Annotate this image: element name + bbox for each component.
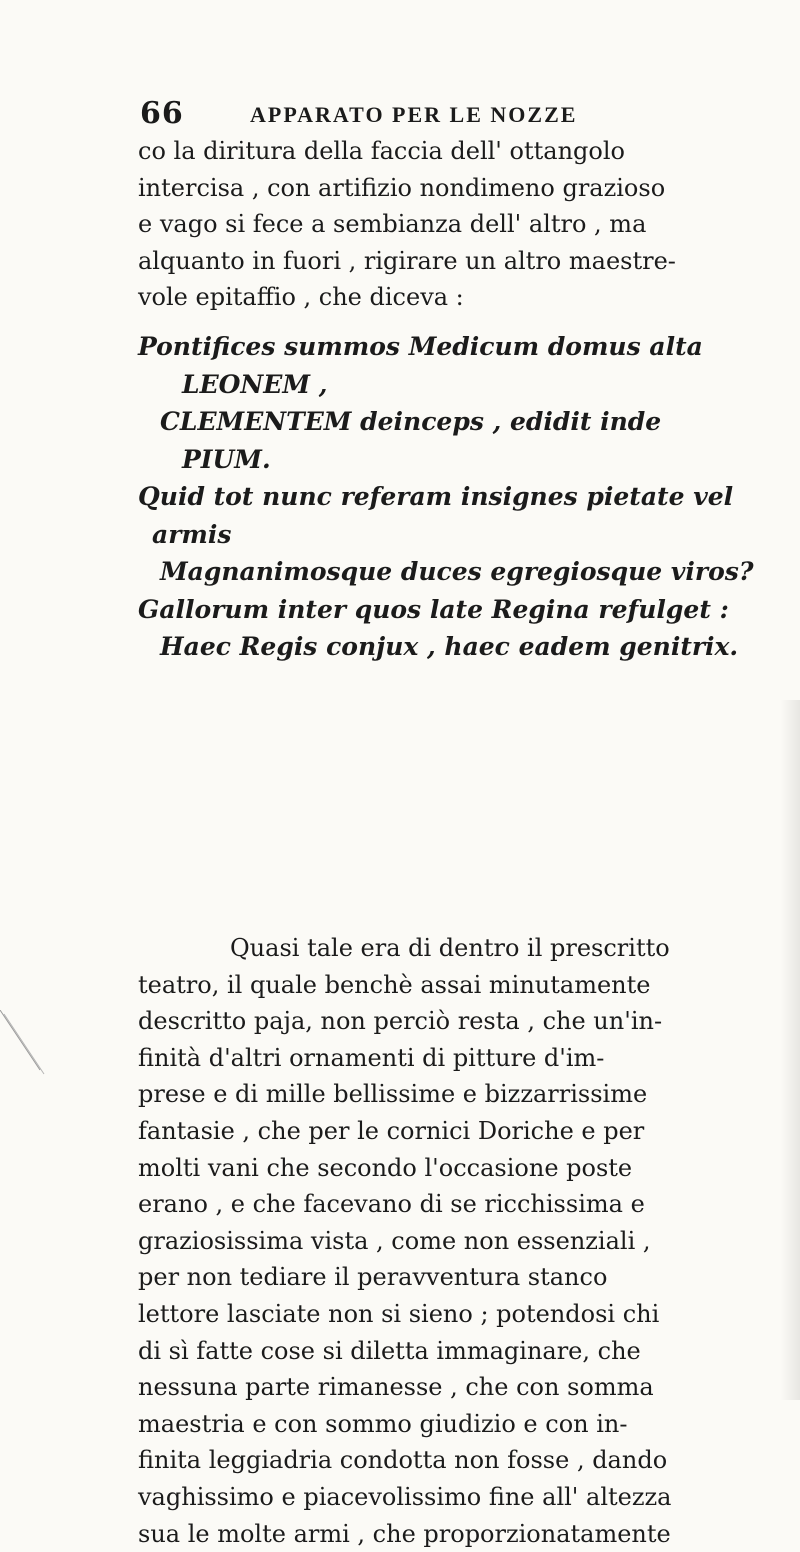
text-line: lettore lasciate non si sieno ; potendosi chi [138, 1296, 758, 1333]
verse-line: PIUM. [138, 441, 778, 479]
verse-line: Haec Regis conjux , haec eadem genitrix. [138, 628, 778, 666]
text-line: nessuna parte rimanesse , che con somma [138, 1369, 758, 1406]
verse-line: Pontifices summos Medicum domus alta [138, 328, 778, 366]
text-line: Quasi tale era di dentro il prescritto [138, 930, 758, 967]
verse-line: Magnanimosque duces egregiosque viros? [138, 553, 778, 591]
text-line: di sì fatte cose si diletta immaginare, che [138, 1333, 758, 1370]
page-header [140, 96, 740, 136]
text-line: teatro, il quale benchè assai minutamente [138, 967, 758, 1004]
text-line: co la diritura della faccia dell' ottangolo [138, 133, 758, 170]
text-line: vole epitaffio , che diceva : [138, 279, 758, 316]
text-line: prese e di mille bellissime e bizzarrissime [138, 1076, 758, 1113]
text-line: erano , e che facevano di se ricchissima e [138, 1186, 758, 1223]
text-line: alquanto in fuori , rigirare un altro maestre- [138, 243, 758, 280]
text-line: finità d'altri ornamenti di pitture d'im- [138, 1040, 758, 1077]
text-line: fantasie , che per le cornici Doriche e per [138, 1113, 758, 1150]
verse-line: Quid tot nunc referam insignes pietate vel [138, 478, 778, 516]
text-line: finita leggiadria condotta non fosse , dando [138, 1442, 758, 1479]
text-line: intercisa , con artifizio nondimeno grazioso [138, 170, 758, 207]
text-line: vaghissimo e piacevolissimo fine all' altezza [138, 1479, 758, 1516]
text-line: sua le molte armi , che proporzionatamente [138, 1516, 758, 1552]
paragraph-description [138, 930, 758, 1552]
page-edge-mark [0, 1010, 60, 1130]
verse-line: CLEMENTEM deinceps , edidit inde [138, 403, 778, 441]
text-line: graziosissima vista , come non essenziali , [138, 1223, 758, 1260]
running-title: APPARATO PER LE NOZZE [250, 102, 577, 128]
epitaph-verse [138, 328, 778, 666]
verse-line: armis [138, 516, 778, 554]
text-line: per non tediare il peravventura stanco [138, 1259, 758, 1296]
verse-line: LEONEM , [138, 366, 778, 404]
text-line: molti vani che secondo l'occasione poste [138, 1150, 758, 1187]
text-line: descritto paja, non perciò resta , che un'in- [138, 1003, 758, 1040]
page-number: 66 [140, 96, 184, 131]
text-line: e vago si fece a sembianza dell' altro , ma [138, 206, 758, 243]
text-line: maestria e con sommo giudizio e con in- [138, 1406, 758, 1443]
verse-line: Gallorum inter quos late Regina refulget : [138, 591, 778, 629]
page-gutter-shadow [780, 700, 800, 1400]
paragraph-intro [138, 133, 758, 316]
